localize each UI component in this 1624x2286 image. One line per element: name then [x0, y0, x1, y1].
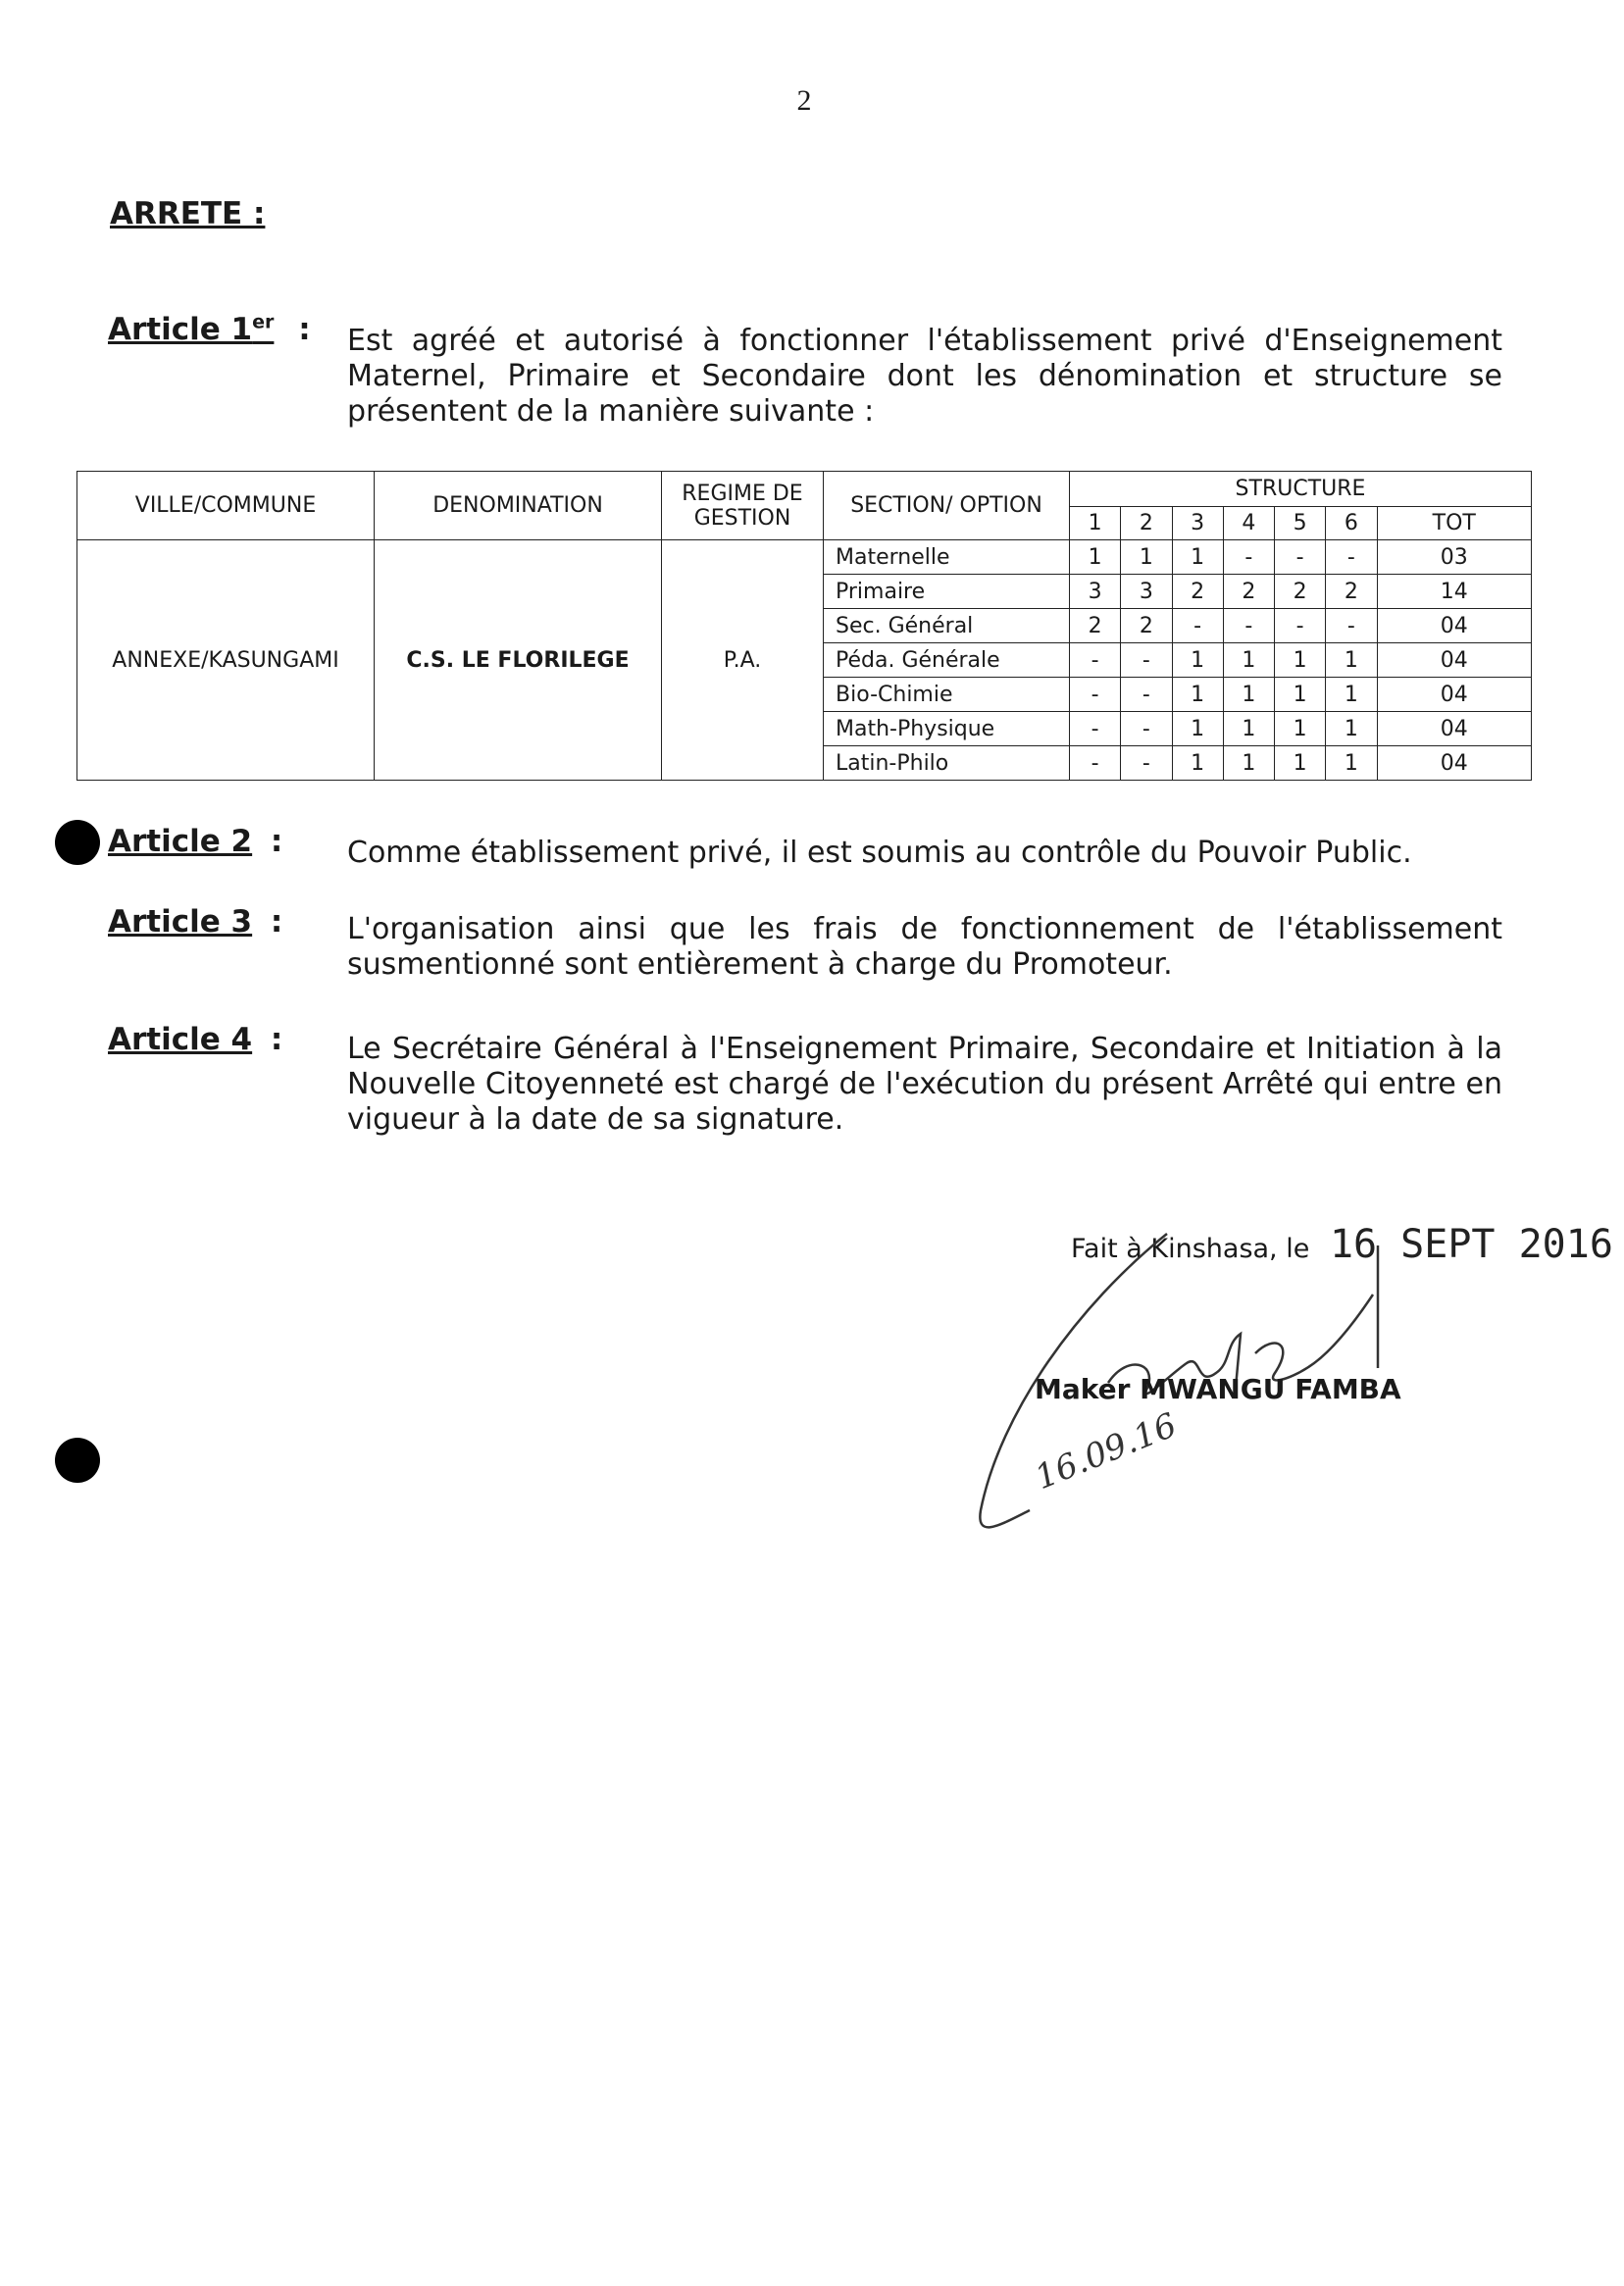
- cell-value: -: [1121, 746, 1172, 781]
- level-header: 3: [1172, 507, 1223, 540]
- cell-total: 04: [1377, 678, 1532, 712]
- cell-value: 1: [1223, 746, 1274, 781]
- punch-hole: [55, 820, 100, 865]
- cell-value: -: [1121, 712, 1172, 746]
- cell-value: 1: [1223, 678, 1274, 712]
- cell-value: 2: [1326, 575, 1377, 609]
- article-2-colon: :: [270, 824, 283, 859]
- cell-value: 1: [1172, 643, 1223, 678]
- article-3-title: Article 3: [108, 904, 253, 940]
- cell-value: 1: [1275, 746, 1326, 781]
- article-1-superscript: er: [252, 312, 275, 333]
- place-text: Fait à Kinshasa, le: [1071, 1234, 1310, 1264]
- cell-value: -: [1070, 678, 1121, 712]
- cell-value: -: [1121, 643, 1172, 678]
- cell-value: 2: [1275, 575, 1326, 609]
- article-3-colon: :: [270, 904, 283, 940]
- cell-value: 2: [1223, 575, 1274, 609]
- article-4-colon: :: [270, 1022, 283, 1057]
- level-header: 4: [1223, 507, 1274, 540]
- cell-value: 2: [1121, 609, 1172, 643]
- article-4-label: [108, 1022, 282, 1057]
- page-number: 2: [796, 84, 812, 117]
- article-2-text: Comme établissement privé, il est soumis au contrôle du Pouvoir Public.: [347, 836, 1412, 870]
- cell-option: Sec. Général: [824, 609, 1070, 643]
- article-1-colon: :: [298, 312, 311, 348]
- cell-option: Primaire: [824, 575, 1070, 609]
- cell-value: -: [1223, 540, 1274, 575]
- cell-value: 3: [1070, 575, 1121, 609]
- cell-value: 1: [1172, 540, 1223, 575]
- cell-total: 04: [1377, 609, 1532, 643]
- cell-value: 1: [1326, 643, 1377, 678]
- cell-option: Maternelle: [824, 540, 1070, 575]
- article-1-title: Article 1: [108, 312, 253, 348]
- total-header: TOT: [1377, 507, 1532, 540]
- cell-value: 2: [1172, 575, 1223, 609]
- punch-hole: [55, 1438, 100, 1483]
- header-ville: VILLE/COMMUNE: [77, 472, 375, 540]
- cell-option: Bio-Chimie: [824, 678, 1070, 712]
- level-header: 1: [1070, 507, 1121, 540]
- header-structure: STRUCTURE: [1070, 472, 1532, 507]
- cell-value: 1: [1172, 746, 1223, 781]
- article-3-label: [108, 904, 282, 940]
- cell-value: 2: [1070, 609, 1121, 643]
- cell-total: 03: [1377, 540, 1532, 575]
- article-1-label: [108, 312, 311, 347]
- cell-total: 14: [1377, 575, 1532, 609]
- cell-value: 1: [1275, 643, 1326, 678]
- cell-value: 1: [1326, 678, 1377, 712]
- header-regime: REGIME DE GESTION: [662, 472, 824, 540]
- cell-value: -: [1172, 609, 1223, 643]
- date-stamp: 16 SEPT 2016: [1329, 1222, 1613, 1267]
- cell-value: 1: [1223, 712, 1274, 746]
- table-header-row: [77, 472, 1532, 507]
- cell-total: 04: [1377, 643, 1532, 678]
- article-1-text: Est agréé et autorisé à fonctionner l'établissement privé d'Enseignement Maternel, Primaire et Secondaire dont les dénomination et structure se présentent de la manière suivante :: [347, 324, 1502, 429]
- cell-value: 1: [1326, 746, 1377, 781]
- article-4-title: Article 4: [108, 1022, 253, 1057]
- cell-total: 04: [1377, 746, 1532, 781]
- header-section: SECTION/ OPTION: [824, 472, 1070, 540]
- structure-table: [76, 471, 1532, 781]
- cell-value: -: [1070, 712, 1121, 746]
- cell-value: -: [1121, 678, 1172, 712]
- level-header: 2: [1121, 507, 1172, 540]
- cell-total: 04: [1377, 712, 1532, 746]
- decree-heading: ARRETE :: [110, 196, 266, 231]
- cell-denomination: C.S. LE FLORILEGE: [375, 540, 662, 781]
- cell-option: Math-Physique: [824, 712, 1070, 746]
- cell-value: 1: [1121, 540, 1172, 575]
- cell-value: -: [1070, 643, 1121, 678]
- article-2-title: Article 2: [108, 824, 253, 859]
- cell-regime: P.A.: [662, 540, 824, 781]
- cell-value: 1: [1070, 540, 1121, 575]
- header-denomination: DENOMINATION: [375, 472, 662, 540]
- level-header: 5: [1275, 507, 1326, 540]
- handwritten-date: 16.09.16: [1030, 1405, 1183, 1499]
- cell-value: 3: [1121, 575, 1172, 609]
- cell-value: -: [1275, 540, 1326, 575]
- cell-value: -: [1070, 746, 1121, 781]
- cell-value: -: [1326, 540, 1377, 575]
- cell-value: -: [1223, 609, 1274, 643]
- signer-name: Maker MWANGU FAMBA: [1035, 1373, 1401, 1405]
- level-header: 6: [1326, 507, 1377, 540]
- table-row: [77, 540, 1532, 575]
- article-3-text: L'organisation ainsi que les frais de fonctionnement de l'établissement susmentionné sont entièrement à charge du Promoteur.: [347, 912, 1502, 982]
- cell-value: 1: [1275, 678, 1326, 712]
- cell-option: Péda. Générale: [824, 643, 1070, 678]
- article-4-text: Le Secrétaire Général à l'Enseignement Primaire, Secondaire et Initiation à la Nouvelle Citoyenneté est chargé de l'exécution du présent Arrêté qui entre en vigueur à la date de sa signature.: [347, 1032, 1502, 1137]
- cell-value: 1: [1275, 712, 1326, 746]
- cell-ville: ANNEXE/KASUNGAMI: [77, 540, 375, 781]
- cell-option: Latin-Philo: [824, 746, 1070, 781]
- cell-value: 1: [1326, 712, 1377, 746]
- article-2-label: [108, 824, 282, 859]
- cell-value: 1: [1223, 643, 1274, 678]
- cell-value: 1: [1172, 712, 1223, 746]
- cell-value: -: [1326, 609, 1377, 643]
- cell-value: 1: [1172, 678, 1223, 712]
- cell-value: -: [1275, 609, 1326, 643]
